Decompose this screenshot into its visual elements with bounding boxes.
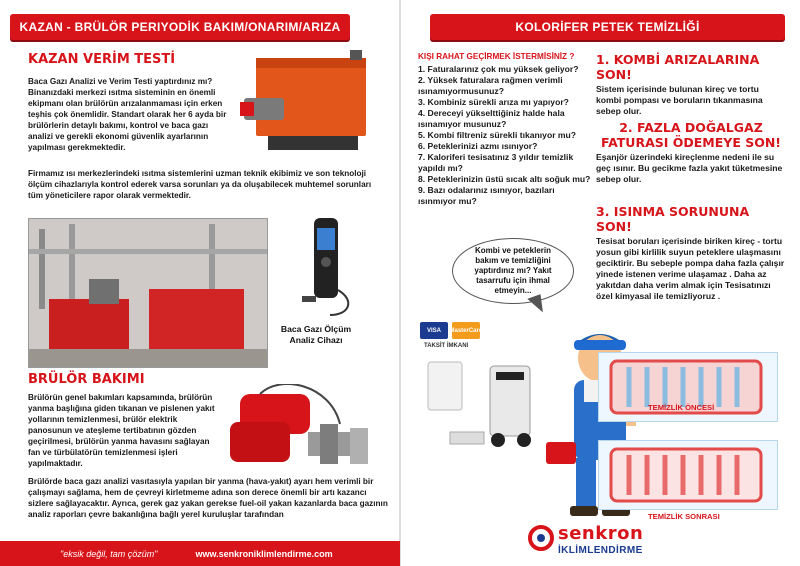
burner-paragraph-2: Brülörde baca gazı analizi vasıtasıyla yapılan bir yanma (hava-yakıt) ayarı hem verimli bir çalışmayı sağlama, hem de çevreyi kirletmeme adına son derece önemli bir artı kazancı sizlere sağlayacaktır. Ayrıca, gerek gaz yakan gerekse fuel-oil yakan kazanlarda baca gazının analiz raporları çevre bakanlığına bağlı yerel kuruluşlar tarafından [28,477,388,519]
left-footer-bar [0,541,400,566]
benefit-title-2: 2. FAZLA DOĞALGAZ FATURASI ÖDEMEYE SON! [600,120,782,150]
visa-card-icon: VISA [420,322,448,339]
flue-gas-analyzer-image [300,210,355,320]
benefit-section-1 [596,52,786,117]
list-item: 9. Bazı odalarınız ısınıyor, bazıları ısınmıyor mu? [418,185,555,206]
boiler-image [238,50,378,162]
logo-subtitle: İKLİMLENDİRME [558,545,643,556]
logo-name: senkron [558,523,644,544]
benefit-text-1: Sistem içerisinde bulunan kireç ve tortu kombi pompası ve boruların tıkanmasına sebep olur. [596,84,763,116]
question-title: KIŞI RAHAT GEÇİRMEK İSTERMİSİNİZ ? [418,52,575,61]
radiator-after-label: TEMİZLİK SONRASI [648,512,720,521]
burner-paragraph-1: Brülörün genel bakımları kapsamında, brülörün yanma başlığına giden tıkanan ve pislenen yakıt yollarının temizlenmesi, brülör elektrik panosunun ve ateşleme tertibatının gözden geçirilmesi, brülörün yanma havasını sağlayan fan ve türbülatörün temizlenmesi işleri yapılmaktadır. [28,393,215,468]
section-title-efficiency-test: KAZAN VERİM TESTİ [28,52,176,67]
center-fold [399,0,401,566]
list-item: 1. Faturalarınız çok mu yüksek geliyor? [418,64,579,74]
radiator-before-label: TEMİZLİK ÖNCESİ [648,403,715,412]
list-item: 3. Kombiniz sürekli arıza mı yapıyor? [418,97,569,107]
list-item: 8. Peteklerinizin üstü sıcak altı soğuk mu? [418,174,591,184]
logo-mark-icon [528,525,554,551]
installment-label: TAKSİT İMKANI [424,343,469,349]
benefit-text-2: Eşanjör üzerindeki kireçlenme nedeni ile su geç ısınır. Bu gecikme fazla yakıt tüketmesine sebep olur. [596,152,783,184]
right-header: KOLORİFER PETEK TEMİZLİĞİ [430,14,785,40]
radiator-after-image [598,440,778,510]
section-title-burner-maintenance: BRÜLÖR BAKIMI [28,372,145,387]
question-list [418,64,593,207]
payment-cards [420,322,483,339]
benefit-title-1: 1. KOMBİ ARIZALARINA SON! [596,52,760,82]
mastercard-icon: MasterCard [452,322,480,339]
benefit-title-3: 3. ISINMA SORUNUNA SON! [596,204,750,234]
list-item: 2. Yüksek faturalara rağmen verimli ısınamıyormusunuz? [418,75,563,96]
benefit-text-3: Tesisat boruları içerisinde biriken kireç - tortu yosun gibi kirlilik suyun peteklere ulaşmasını geciktirir. Bu sebeple pompa daha fazla çalışır yinede istenen verime ulaşamaz . Daha az yakıtdan daha verim almak için Tesisatınızı özel kimyasal ile temizliyoruz . [596,236,785,301]
efficiency-paragraph-1: Baca Gazı Analizi ve Verim Testi yaptırdınız mı? Binanızdaki merkezi ısıtma sisteminin en önemli ekipmanı olan brülörün arızalanmaması için erken teşhis çok önemlidir. Standart olarak her 6 ayda bir brülörlerin detaylı bakımı, kontrol ve baca gazı analizi ve gerekli ekonomi güvenlik ayarlarının yapılması gerekmektedir. [28,77,227,152]
efficiency-paragraph-2: Firmamız ısı merkezlerindeki ısıtma sistemlerini uzman teknik ekibimiz ve son teknoloji ölçüm cihazlarıyla kontrol ederek varsa sorunları ya da oluşabilecek muhtemel sorunları tüm yöneticilere rapor olarak vermektedir. [28,169,372,200]
website-link[interactable]: www.senkroniklimlendirme.com [195,548,333,559]
burner-image [220,384,382,484]
company-logo [528,523,678,563]
analyzer-caption: Baca Gazı Ölçüm Analiz Cihazı [280,324,352,345]
combi-and-cleaning-machine-image [420,352,560,452]
boiler-room-photo [28,218,268,368]
left-header: KAZAN - BRÜLÖR PERIYODİK BAKIM/ONARIM/ARIZA [10,14,350,40]
speech-bubble: Kombi ve peteklerin bakım ve temizliğini yaptırdınız mı? Yakıt tasarrufu için ihmal etmeyin... [452,238,574,304]
list-item: 7. Kaloriferi tesisatınız 3 yıldır temizlik yapıldı mı? [418,152,574,173]
benefit-section-2 [596,120,786,185]
list-item: 4. Dereceyi yükselttiğiniz halde hala ısınamıyor musunuz? [418,108,565,129]
benefit-section-3 [596,204,786,302]
slogan: "eksik değil, tam çözüm" [60,548,158,559]
list-item: 5. Kombi filtreniz sürekli tıkanıyor mu? [418,130,577,140]
list-item: 6. Peteklerinizi azmı ısınıyor? [418,141,538,151]
